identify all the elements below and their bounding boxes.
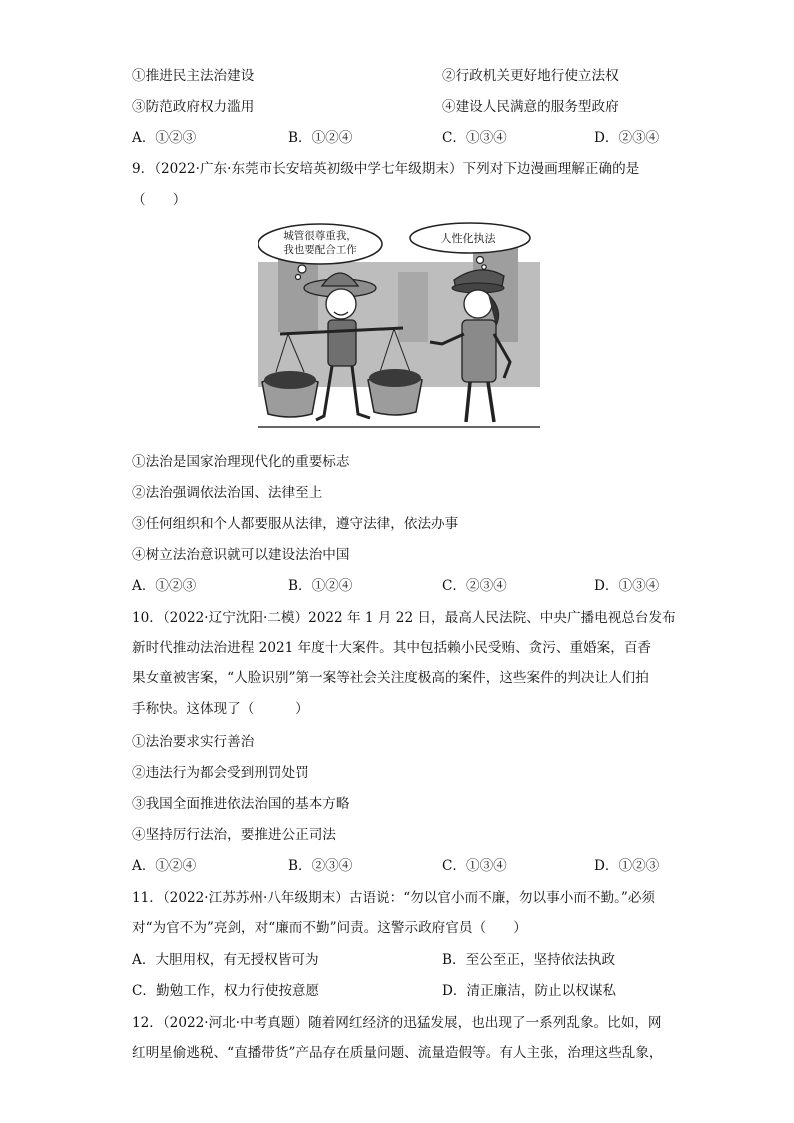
q10-stem-line-4: 手称快。这体现了（ ）	[132, 701, 309, 717]
q10-option-4: ④坚持厉行法治，要推进公正司法	[132, 827, 336, 843]
q9-option-3: ③任何组织和个人都要服从法律，遵守法律，依法办事	[132, 516, 459, 532]
bubble-left-text-1: 城管很尊重我，	[283, 230, 357, 242]
bubble-right-text: 人性化执法	[440, 232, 496, 245]
q10-stem-line-2: 新时代推动法治进程 2021 年度十大案件。其中包括赖小民受贿、贪污、重婚案，百香	[132, 640, 652, 656]
q8-choice-b: B．①②④	[288, 130, 353, 146]
bubble-left-text-2: 我也要配合工作	[283, 244, 357, 256]
q10-choice-b: B．②③④	[288, 858, 353, 874]
q8-option-4: ④建设人民满意的服务型政府	[442, 99, 619, 115]
q8-option-1: ①推进民主法治建设	[132, 68, 255, 84]
q11-choice-d: D．清正廉洁，防止以权谋私	[442, 983, 617, 999]
q10-stem-line-3: 果女童被害案，“人脸识别”第一案等社会关注度极高的案件，这些案件的判决让人们拍	[132, 670, 649, 686]
q9-stem: 9．（2022·广东·东莞市长安培英初级中学七年级期末）下列对下边漫画理解正确的是	[132, 161, 640, 177]
q10-option-2: ②违法行为都会受到刑罚处罚	[132, 765, 309, 781]
q9-option-4: ④树立法治意识就可以建设法治中国	[132, 547, 350, 563]
q9-choice-c: C．②③④	[442, 578, 507, 594]
q10-option-3: ③我国全面推进依法治国的基本方略	[132, 796, 350, 812]
q8-choice-d: D．②③④	[594, 130, 660, 146]
q10-choice-a: A．①②④	[132, 858, 197, 874]
q11-stem-line-1: 11．（2022·江苏苏州·八年级期末）古语说：“勿以官小而不廉，勿以事小而不勤。”必须	[132, 890, 656, 906]
q12-stem-line-2: 红明星偷逃税、“直播带货”产品存在质量问题、流量造假等。有人主张，治理这些乱象，	[132, 1045, 663, 1061]
q8-option-2: ②行政机关更好地行使立法权	[442, 68, 619, 84]
q8-choice-a: A．①②③	[132, 130, 197, 146]
q10-choice-d: D．①②③	[594, 858, 660, 874]
q12-stem-line-1: 12．（2022·河北·中考真题）随着网红经济的迅猛发展，也出现了一系列乱象。比如，网	[132, 1015, 662, 1031]
q11-choice-c: C．勤勉工作，权力行使按意愿	[132, 983, 320, 999]
q9-option-2: ②法治强调依法治国、法律至上	[132, 485, 323, 501]
q9-option-1: ①法治是国家治理现代化的重要标志	[132, 454, 350, 470]
q8-option-3: ③防范政府权力滥用	[132, 99, 255, 115]
q10-stem-line-1: 10．（2022·辽宁沈阳·二模）2022 年 1 月 22 日，最高人民法院、中央广播电视总台发布	[132, 610, 676, 626]
q10-option-1: ①法治要求实行善治	[132, 734, 255, 750]
q9-choice-d: D．①③④	[594, 578, 660, 594]
q9-choice-a: A．①②③	[132, 578, 197, 594]
q11-stem-line-2: 对“为官不为”亮剑，对“廉而不勤”问责。这警示政府官员（ ）	[132, 920, 527, 936]
q9-stem-bracket: （ ）	[132, 192, 187, 208]
q10-choice-c: C．①③④	[442, 858, 507, 874]
q9-cartoon-image	[258, 222, 540, 440]
q11-choice-b: B．至公至正，坚持依法执政	[442, 952, 616, 968]
q8-choice-c: C．①③④	[442, 130, 507, 146]
q9-choice-b: B．①②④	[288, 578, 353, 594]
q11-choice-a: A．大胆用权，有无授权皆可为	[132, 952, 319, 968]
